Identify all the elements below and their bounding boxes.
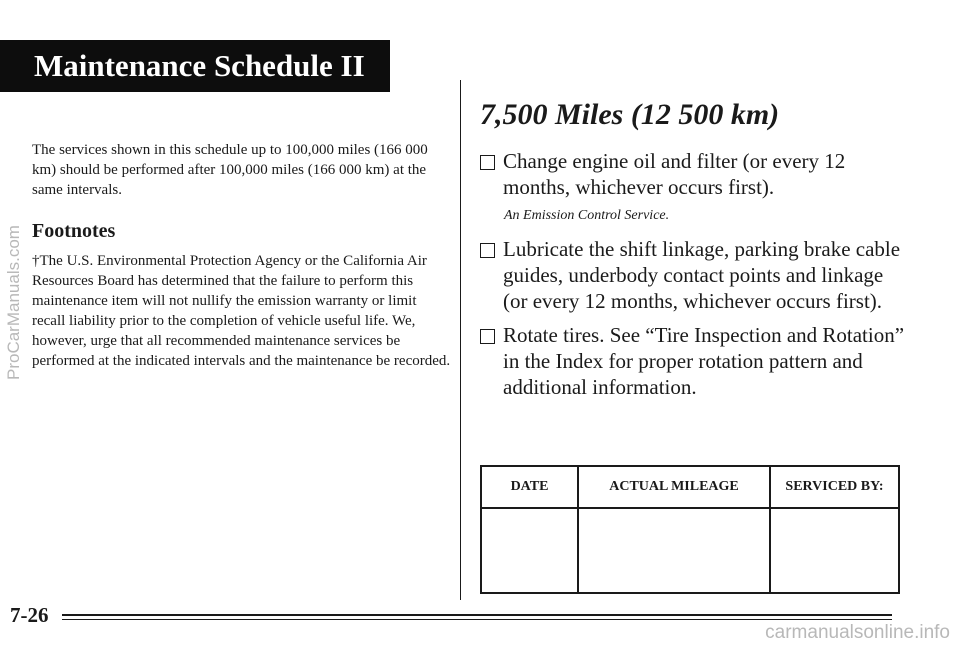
service-item-text: Change engine oil and filter (or every 12 months, whichever occurs first). <box>503 149 846 199</box>
service-item-rotate-tires <box>480 322 910 400</box>
left-column <box>32 140 452 371</box>
serviced-by-cell[interactable] <box>770 508 899 593</box>
service-item-lubricate <box>480 236 910 314</box>
table-row <box>481 508 899 593</box>
checkbox-icon[interactable] <box>480 329 495 344</box>
side-watermark: ProCarManuals.com <box>4 225 23 380</box>
date-cell[interactable] <box>481 508 578 593</box>
service-record-table <box>480 465 900 594</box>
table-header-serviced-by: SERVICED BY: <box>770 466 899 508</box>
table-header-row <box>481 466 899 508</box>
footnotes-heading: Footnotes <box>32 220 116 242</box>
column-divider <box>460 80 461 600</box>
intro-paragraph: The services shown in this schedule up to 100,000 miles (166 000 km) should be performed after 100,000 miles (166 000 km) at the same intervals. <box>32 142 428 198</box>
page-rule <box>62 614 892 620</box>
emission-note: An Emission Control Service. <box>504 208 670 223</box>
page-number: 7-26 <box>10 603 49 627</box>
table-header-mileage: ACTUAL MILEAGE <box>578 466 770 508</box>
section-header: Maintenance Schedule II <box>0 40 390 92</box>
mileage-cell[interactable] <box>578 508 770 593</box>
service-item-oil <box>480 148 910 200</box>
table-header-date: DATE <box>481 466 578 508</box>
checkbox-icon[interactable] <box>480 243 495 258</box>
checkbox-icon[interactable] <box>480 155 495 170</box>
footer-watermark: carmanualsonline.info <box>765 622 950 643</box>
right-column <box>480 98 910 408</box>
interval-title: 7,500 Miles (12 500 km) <box>480 98 780 131</box>
service-item-text: Lubricate the shift linkage, parking brake cable guides, underbody contact points and linkage (or every 12 months, whichever occurs first). <box>503 237 901 313</box>
footnote-text: †The U.S. Environmental Protection Agency or the California Air Resources Board has determined that the failure to perform this maintenance item will not nullify the emission warranty or limit recall liability prior to the completion of vehicle useful life. We, however, urge that all recommended maintenance services be performed at the indicated intervals and the maintenance be recorded. <box>32 253 451 369</box>
service-item-text: Rotate tires. See “Tire Inspection and Rotation” in the Index for proper rotation pattern and additional information. <box>503 323 905 399</box>
